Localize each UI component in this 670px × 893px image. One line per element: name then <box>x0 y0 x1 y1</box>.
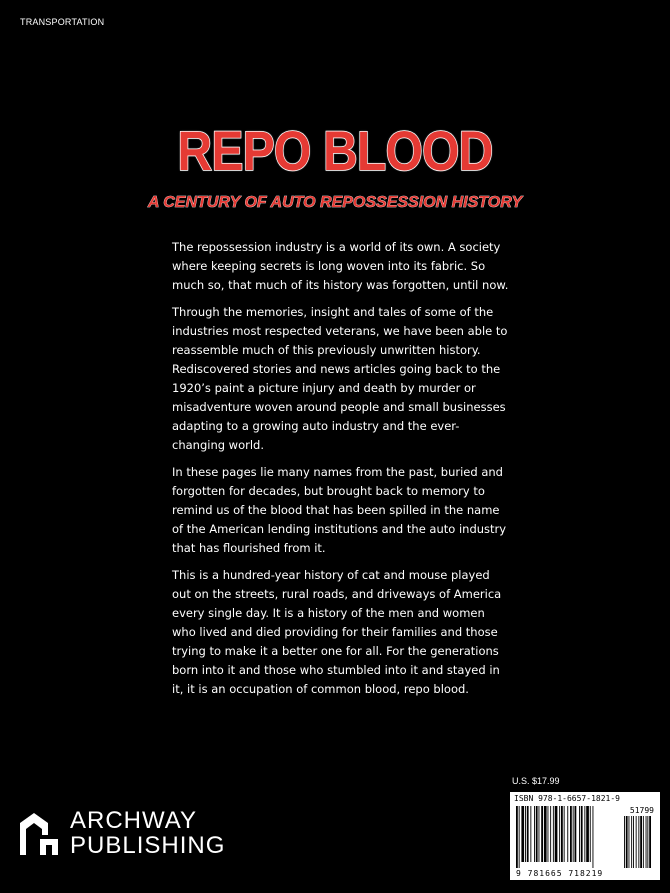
barcode-bar <box>539 806 540 862</box>
barcode-bar <box>519 806 520 868</box>
price-label: U.S. $17.99 <box>512 776 560 786</box>
book-title: REPO BLOOD <box>177 119 493 182</box>
barcode-bar <box>534 806 535 862</box>
blurb-paragraph: Through the memories, insight and tales of some of the industries most respected veterans, we have been able to reassemble much of this previously unwritten history. Rediscovered stories and news articles going back to the 1920’s paint a picture injury and death by murder or misadventure woven around people and small businesses adapting to a growing auto industry and the ever-changing world. <box>172 305 508 452</box>
publisher-name-line2: PUBLISHING <box>70 832 226 859</box>
barcode-bar <box>646 816 647 868</box>
barcode-bar <box>516 806 518 868</box>
isbn-text: ISBN 978-1-6657-1821-9 <box>514 794 620 803</box>
barcode-bar <box>544 806 547 862</box>
blurb-paragraph: The repossession industry is a world of its own. A society where keeping secrets is long woven into its fabric. So much so, that much of its history was forgotten, until now. <box>172 240 509 292</box>
price-code: 51799 <box>629 806 654 815</box>
barcode-bar <box>624 816 625 868</box>
barcode-bar <box>564 806 565 862</box>
barcode-bar <box>561 806 563 862</box>
archway-logo-icon <box>18 809 60 857</box>
barcode-bar <box>567 806 568 862</box>
barcode-bar <box>629 816 630 868</box>
barcode-bar <box>559 806 560 862</box>
category-label: TRANSPORTATION <box>20 17 105 27</box>
barcode-bar <box>575 806 577 862</box>
barcode-bar <box>631 816 632 868</box>
barcode-bar <box>527 806 529 862</box>
barcode-bar <box>553 806 554 862</box>
barcode-bar <box>581 806 583 862</box>
barcode-bar <box>647 816 648 868</box>
barcode-bar <box>530 806 531 862</box>
barcode-bar <box>633 816 634 868</box>
barcode-bar <box>586 806 589 862</box>
barcode-bar <box>541 806 543 862</box>
barcode-bar <box>584 806 585 862</box>
barcode-bar <box>593 806 594 868</box>
blurb-paragraph: This is a hundred-year history of cat and mouse played out on the streets, rural roads, and driveways of America every single day. It is a history of the men and women who lived and died providing for their families and those trying to make it a better one for all. For the generations born into it and those who stumbled into it and stayed in it, it is an occupation of common blood, repo blood. <box>172 568 502 696</box>
barcode-number: 9 781665 718219 <box>516 869 604 878</box>
isbn-barcode <box>510 792 660 880</box>
barcode-bar <box>536 806 538 862</box>
publisher-name-line1: ARCHWAY <box>70 807 197 834</box>
blurb-paragraph: In these pages lie many names from the past, buried and forgotten for decades, but brought back to memory to remind us of the blood that has been spilled in the name of the American lending institutions and the auto industry that has flourished from it. <box>172 465 507 555</box>
barcode-bar <box>548 806 549 862</box>
barcode-bar <box>649 816 651 868</box>
barcode-bar <box>640 816 642 868</box>
publisher-logo <box>18 808 225 858</box>
barcode-bar <box>555 806 558 862</box>
barcode-bar <box>550 806 551 862</box>
barcode-bar <box>521 806 524 862</box>
blurb <box>172 238 512 707</box>
barcode-icon <box>510 792 660 880</box>
barcode-bar <box>590 806 591 862</box>
barcode-bar <box>525 806 526 862</box>
barcode-bar <box>626 816 628 868</box>
barcode-bar <box>636 816 637 868</box>
publisher-name <box>70 808 225 858</box>
barcode-bar <box>638 816 639 868</box>
barcode-bar <box>570 806 572 862</box>
barcode-bar <box>579 806 580 862</box>
barcode-bar <box>643 816 644 868</box>
barcode-bar <box>573 806 574 862</box>
book-subtitle: A CENTURY OF AUTO REPOSSESSION HISTORY <box>147 194 523 211</box>
